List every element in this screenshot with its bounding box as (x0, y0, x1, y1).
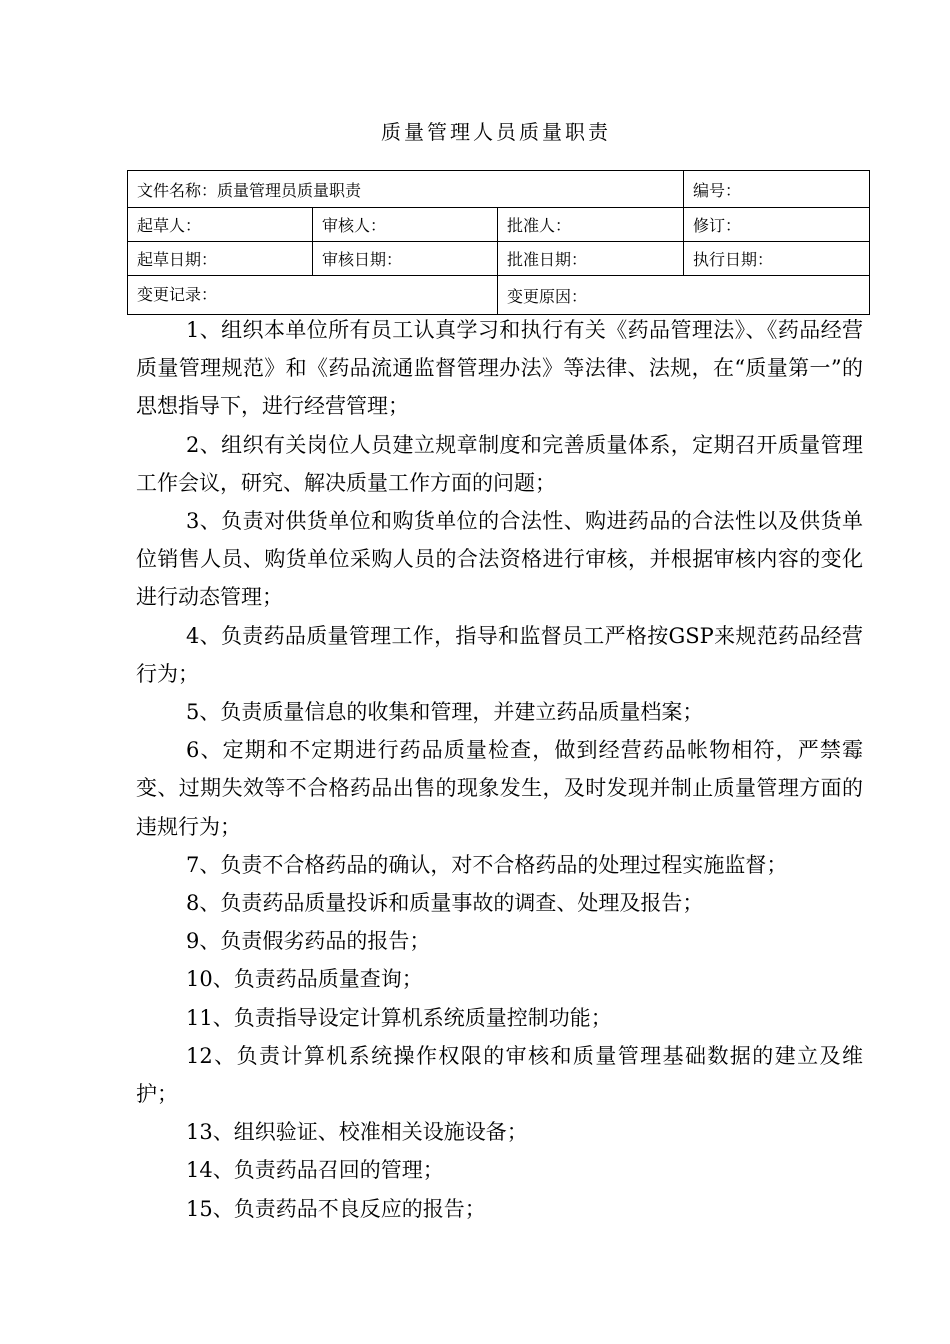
info-row-people (128, 208, 870, 242)
duty-paragraph: 8、负责药品质量投诉和质量事故的调查、处理及报告； (186, 891, 704, 916)
duty-paragraph: 14、负责药品召回的管理； (186, 1158, 444, 1183)
document-info-table (127, 170, 870, 315)
duty-paragraph: 13、组织验证、校准相关设施设备； (186, 1120, 528, 1145)
number-cell: 编号： (684, 171, 870, 208)
approve-date-cell: 批准日期： (498, 242, 684, 276)
duty-paragraph: 1、组织本单位所有员工认真学习和执行有关《药品管理法》、《药品经营质量管理规范》和《药品流通监督管理办法》等法律、法规，在“质量第一”的思想指导下，进行经营管理； (136, 318, 863, 419)
change-record-cell: 变更记录： (128, 276, 498, 315)
duties-list (136, 311, 863, 1228)
effective-date-cell: 执行日期： (684, 242, 870, 276)
change-reason-cell: 变更原因： (498, 276, 870, 315)
approver-cell: 批准人： (498, 208, 684, 242)
duty-paragraph: 7、负责不合格药品的确认，对不合格药品的处理过程实施监督； (186, 852, 788, 877)
duty-paragraph: 6、定期和不定期进行药品质量检查，做到经营药品帐物相符，严禁霉变、过期失效等不合格药品出售的现象发生，及时发现并制止质量管理方面的违规行为； (136, 738, 863, 839)
duty-paragraph: 5、负责质量信息的收集和管理，并建立药品质量档案； (186, 700, 704, 725)
info-row-dates (128, 242, 870, 276)
duty-paragraph: 9、负责假劣药品的报告； (186, 929, 431, 954)
duty-paragraph: 10、负责药品质量查询； (186, 967, 423, 992)
duty-paragraph: 15、负责药品不良反应的报告； (186, 1196, 486, 1221)
info-row-file (128, 171, 870, 208)
review-date-cell: 审核日期： (313, 242, 498, 276)
duty-paragraph: 3、负责对供货单位和购货单位的合法性、购进药品的合法性以及供货单位销售人员、购货单位采购人员的合法资格进行审核，并根据审核内容的变化进行动态管理； (136, 509, 863, 610)
revision-cell: 修订： (684, 208, 870, 242)
duty-paragraph: 12、负责计算机系统操作权限的审核和质量管理基础数据的建立及维护； (136, 1043, 863, 1107)
duty-paragraph: 2、组织有关岗位人员建立规章制度和完善质量体系，定期召开质量管理工作会议，研究、解决质量工作方面的问题； (136, 432, 863, 495)
file-name-cell: 文件名称：质量管理员质量职责 (128, 171, 684, 208)
duty-paragraph: 4、负责药品质量管理工作，指导和监督员工严格按GSP来规范药品经营行为； (136, 623, 863, 686)
draft-date-cell: 起草日期： (128, 242, 313, 276)
drafter-cell: 起草人： (128, 208, 313, 242)
reviewer-cell: 审核人： (313, 208, 498, 242)
info-row-changes (128, 276, 870, 315)
document-title: 质量管理人员质量职责 (381, 120, 611, 144)
duty-paragraph: 11、负责指导设定计算机系统质量控制功能； (186, 1005, 612, 1030)
